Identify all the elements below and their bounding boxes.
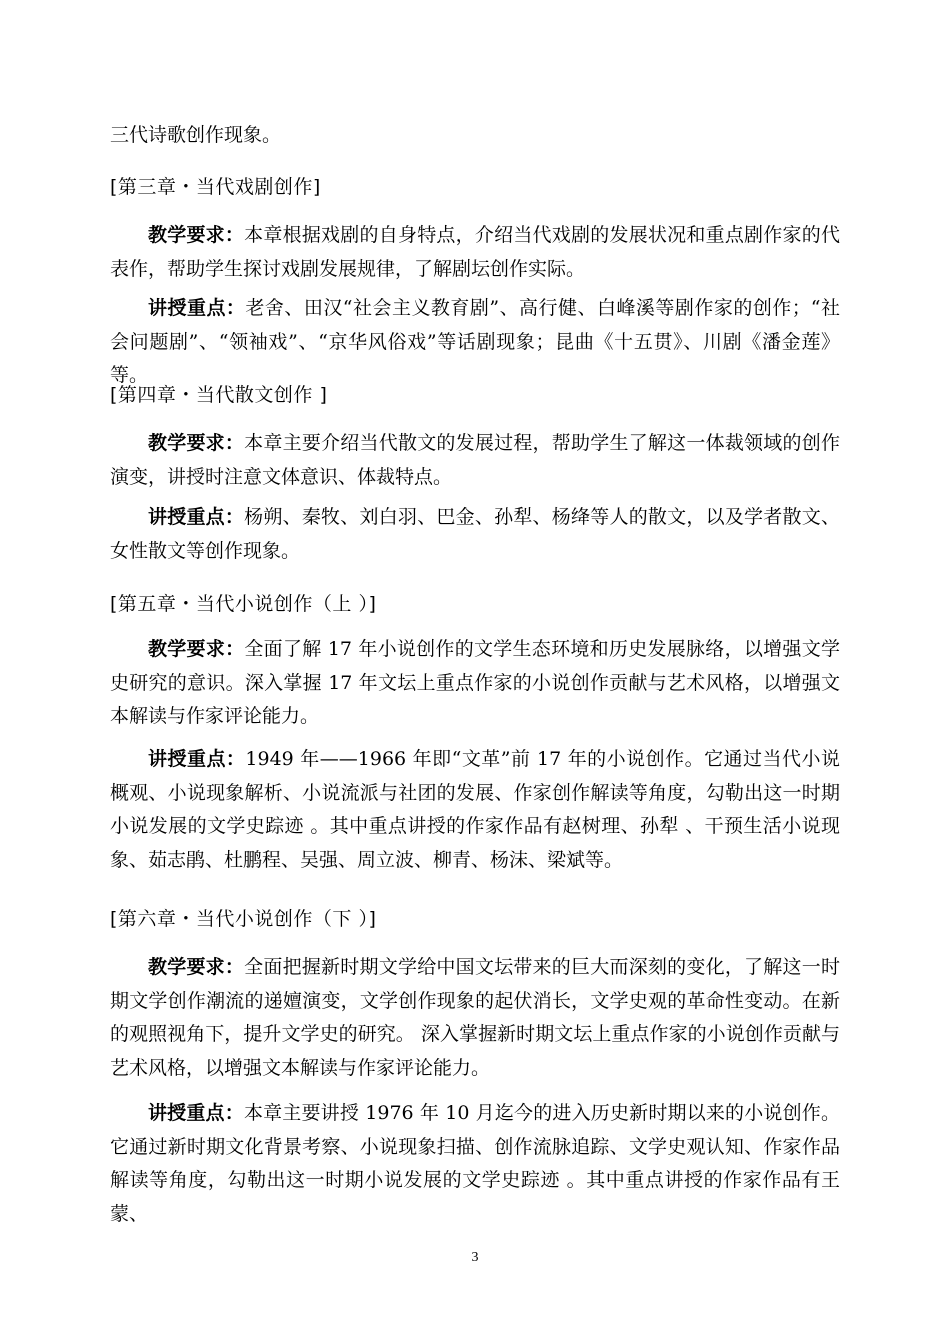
key-points-text: 1949 年——1966 年即“文革”前 17 年的小说创作。它通过当代小说概观、小说现象解析、小说流派与社团的发展、作家创作解读等角度，勾勒出这一时期小说发展的文学史踪迹 。其中重点讲授的作家作品有赵树理、孙犁 、干预生活小说现象、茹志鹃、杜鹏程、吴强、周立波、柳青、杨沫、梁斌等。 bbox=[110, 748, 840, 871]
requirements-text: 本章主要介绍当代散文的发展过程，帮助学生了解这一体裁领域的创作演变，讲授时注意文体意识、体裁特点。 bbox=[110, 432, 840, 488]
chapter3-heading: [第三章・当代戏剧创作] bbox=[110, 176, 321, 198]
key-points-label: 讲授重点： bbox=[148, 748, 246, 770]
requirements-text: 全面了解 17 年小说创作的文学生态环境和历史发展脉络，以增强文学史研究的意识。深入掌握 17 年文坛上重点作家的小说创作贡献与艺术风格，以增强文本解读与作家评论能力。 bbox=[110, 638, 840, 727]
chapter3-requirements bbox=[110, 219, 840, 286]
key-points-label: 讲授重点： bbox=[148, 1102, 244, 1124]
chapter4-requirements bbox=[110, 427, 840, 494]
chapter5-heading: [第五章・当代小说创作（上 ）] bbox=[110, 593, 377, 615]
requirements-text: 全面把握新时期文学给中国文坛带来的巨大而深刻的变化，了解这一时期文学创作潮流的递嬗演变，文学创作现象的起伏消长，文学史观的革命性变动。在新的观照视角下，提升文学史的研究。 深入掌握新时期文坛上重点作家的小说创作贡献与艺术风格，以增强文本解读与作家评论能力。 bbox=[110, 956, 840, 1079]
chapter5-requirements bbox=[110, 633, 840, 734]
requirements-label: 教学要求： bbox=[148, 956, 245, 978]
key-points-text: 杨朔、秦牧、刘白羽、巴金、孙犁、杨绛等人的散文，以及学者散文、女性散文等创作现象。 bbox=[110, 506, 840, 562]
requirements-label: 教学要求： bbox=[148, 224, 245, 246]
key-points-label: 讲授重点： bbox=[148, 297, 246, 319]
chapter4-key-points bbox=[110, 501, 840, 568]
chapter3-key-points bbox=[110, 292, 840, 393]
chapter6-key-points bbox=[110, 1097, 840, 1231]
requirements-label: 教学要求： bbox=[148, 432, 245, 454]
requirements-text: 本章根据戏剧的自身特点，介绍当代戏剧的发展状况和重点剧作家的代表作，帮助学生探讨戏剧发展规律，了解剧坛创作实际。 bbox=[110, 224, 840, 280]
chapter6-heading: [第六章・当代小说创作（下 ）] bbox=[110, 908, 377, 930]
key-points-text: 老舍、田汉“社会主义教育剧”、高行健、白峰溪等剧作家的创作；“社会问题剧”、“领袖戏”、“京华风俗戏”等话剧现象；昆曲《十五贯》、川剧《潘金莲》等。 bbox=[110, 297, 840, 386]
page-number: 3 bbox=[471, 1250, 479, 1265]
chapter6-requirements bbox=[110, 951, 840, 1085]
requirements-label: 教学要求： bbox=[148, 638, 245, 660]
key-points-label: 讲授重点： bbox=[148, 506, 245, 528]
key-points-text: 本章主要讲授 1976 年 10 月迄今的进入历史新时期以来的小说创作。它通过新时期文化背景考察、小说现象扫描、创作流脉追踪、文学史观认知、作家作品解读等角度，勾勒出这一时期小说发展的文学史踪迹 。其中重点讲授的作家作品有王蒙、 bbox=[110, 1102, 840, 1225]
chapter5-key-points bbox=[110, 743, 840, 877]
chapter4-heading: [第四章・当代散文创作 ] bbox=[110, 384, 328, 406]
intro-tail-text: 三代诗歌创作现象。 bbox=[110, 124, 282, 146]
